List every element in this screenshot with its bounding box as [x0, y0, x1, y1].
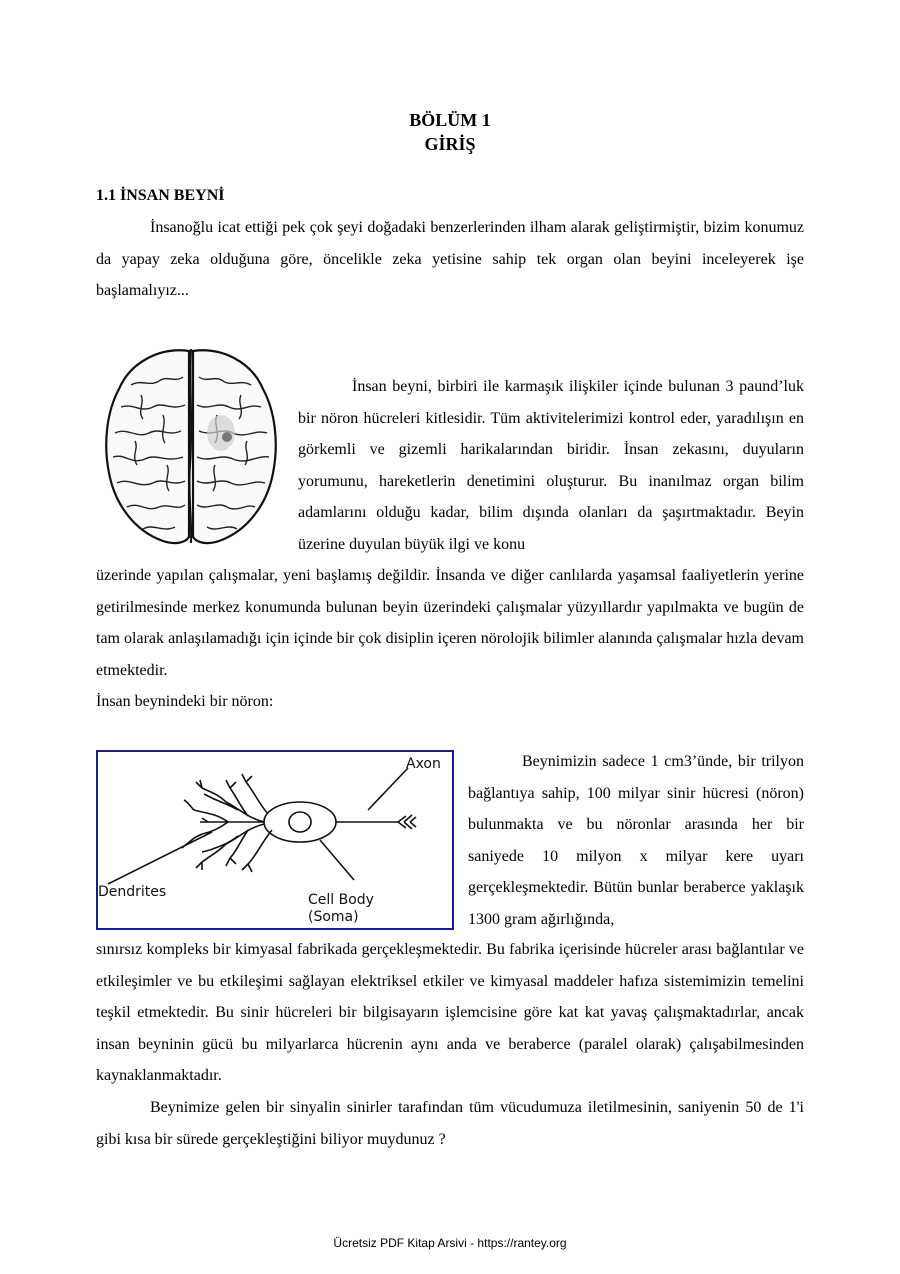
- brain-illustration: [101, 345, 281, 550]
- brain-side-paragraph: İnsan beyni, birbiri ile karmaşık ilişkiler içinde bulunan 3 paund’luk bir nöron hücreleri kitlesidir. Tüm aktivitelerimizi kontrol eder, yaradılışın en görkemli ve gizemli harikalarından biridir. İnsan zekasını, duyuların yorumunu, hareketlerin denetimini oluşturur. Bu inanılmaz organ bilim adamlarını olduğu kadar, bilim dışında olanları da şaşırtmaktadır. Beyin üzerine duyulan büyük ilgi ve konu: [298, 378, 804, 553]
- brain-full-paragraph: üzerinde yapılan çalışmalar, yeni başlamış değildir. İnsanda ve diğer canlılarda yaşamsal faaliyetlerin yerine getirilmesinde merkez konumunda bulunan beyin üzerindeki çalışmalar yüzyıllardır yapılmakta ve bugün de tam olarak anlaşılamadığı için içinde bir çok disiplin içeren nörolojik bilimler alanında çalışmalar hızla devam etmektedir.: [96, 567, 804, 679]
- neuron-caption: İnsan beynindeki bir nöron:: [96, 693, 274, 710]
- neuron-diagram: [98, 752, 452, 928]
- cell-body-label: Cell Body: [308, 892, 374, 908]
- chapter-title: GİRİŞ: [424, 134, 476, 154]
- signal-paragraph: Beynimize gelen bir sinyalin sinirler tarafından tüm vücudumuza iletilmesinin, saniyenin 50 de 1'i gibi kısa bir sürede gerçekleştiğini biliyor muydunuz ?: [96, 1099, 804, 1148]
- chapter-number: BÖLÜM 1: [409, 110, 491, 130]
- neuron-full-paragraph: sınırsız kompleks bir kimyasal fabrikada gerçekleşmektedir. Bu fabrika içerisinde hücreler arası bağlantılar ve etkileşimler ve bu etkileşimi sağlayan elektriksel etkiler ve kimyasal maddeler hafıza sistemimizin temelini teşkil etmektedir. Bu sinir hücreleri bir bilgisayarın işlemcisine göre kat kat yavaş çalışmaktadırlar, ancak insan beyninin gücü bu milyarlarca hücrenin aynı anda ve beraberce (paralel olarak) çalışabilmesinden kaynaklanmaktadır.: [96, 941, 804, 1084]
- axon-label: Axon: [406, 756, 441, 772]
- neuron-figure: [96, 750, 454, 930]
- neuron-side-paragraph: Beynimizin sadece 1 cm3’ünde, bir trilyon bağlantıya sahip, 100 milyar sinir hücresi (nöron) bulunmakta ve bu nöronlar arasında her bir saniyede 10 milyon x milyar kere uyarı gerçekleşmektedir. Bütün bunlar beraberce yaklaşık 1300 gram ağırlığında,: [468, 753, 804, 928]
- intro-paragraph: İnsanoğlu icat ettiği pek çok şeyi doğadaki benzerlerinden ilham alarak geliştirmiştir, bizim konumuz da yapay zeka olduğuna göre, öncelikle zeka yetisine sahip tek organ olan beyini inceleyerek işe başlamalıyız...: [96, 219, 804, 299]
- dendrites-label: Dendrites: [98, 884, 167, 900]
- soma-label: (Soma): [308, 909, 359, 925]
- page-footer: Ücretsiz PDF Kitap Arsivi - https://rantey.org: [333, 1236, 567, 1250]
- section-title: 1.1 İNSAN BEYNİ: [96, 187, 225, 204]
